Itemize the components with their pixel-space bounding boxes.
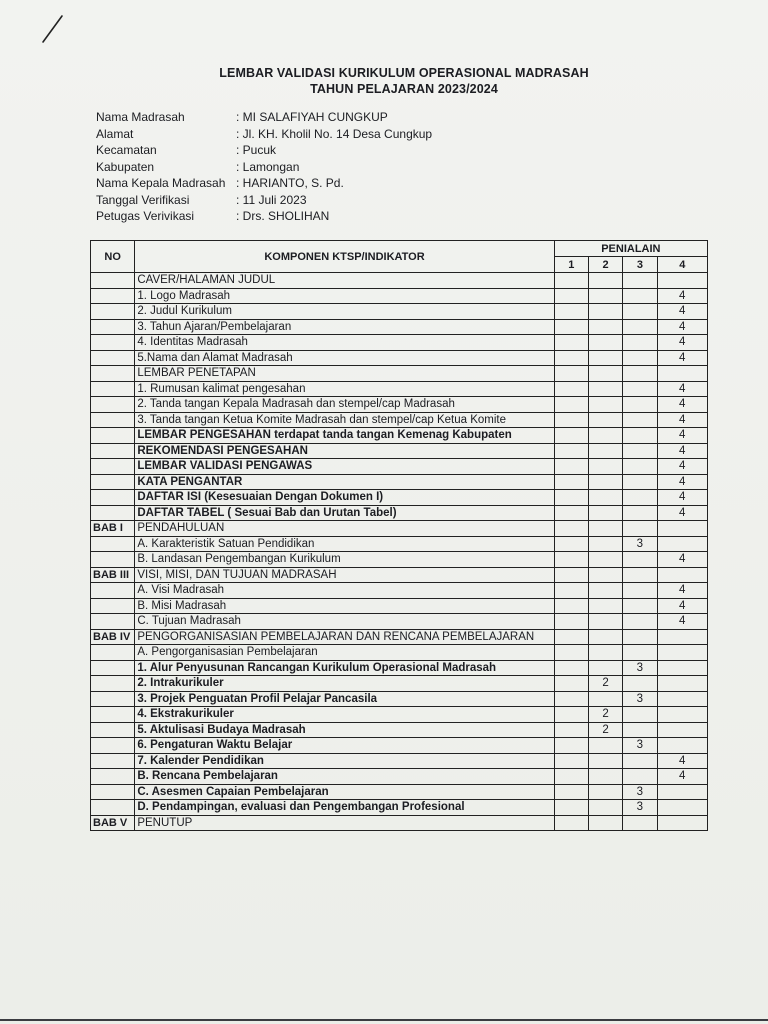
score-cell-1	[554, 443, 588, 459]
score-cell-1	[554, 552, 588, 568]
info-row	[96, 143, 432, 160]
identity-info-block	[96, 110, 432, 226]
score-cell-3	[623, 552, 657, 568]
row-component: 2. Tanda tangan Kepala Madrasah dan stempel/cap Madrasah	[135, 397, 554, 413]
score-cell-2	[588, 784, 622, 800]
score-cell-4: 4	[657, 412, 707, 428]
table-row	[91, 815, 708, 831]
row-component: LEMBAR PENETAPAN	[135, 366, 554, 382]
table-row	[91, 412, 708, 428]
info-label: Alamat	[96, 126, 134, 141]
row-no	[91, 304, 135, 320]
score-cell-2	[588, 660, 622, 676]
row-no	[91, 676, 135, 692]
score-cell-1	[554, 753, 588, 769]
score-cell-1	[554, 521, 588, 537]
row-component: B. Landasan Pengembangan Kurikulum	[135, 552, 554, 568]
score-cell-3	[623, 412, 657, 428]
score-cell-1	[554, 598, 588, 614]
score-cell-3	[623, 614, 657, 630]
score-cell-4	[657, 521, 707, 537]
info-label: Nama Kepala Madrasah	[96, 176, 226, 190]
row-component: 3. Tahun Ajaran/Pembelajaran	[135, 319, 554, 335]
header-penilaian: PENIALAIN	[554, 241, 707, 257]
row-no	[91, 738, 135, 754]
header-score-3: 3	[623, 257, 657, 273]
score-cell-1	[554, 474, 588, 490]
score-cell-3	[623, 629, 657, 645]
score-cell-3	[623, 753, 657, 769]
score-cell-1	[554, 350, 588, 366]
score-cell-2: 2	[588, 707, 622, 723]
score-cell-4: 4	[657, 397, 707, 413]
score-cell-3	[623, 505, 657, 521]
row-no	[91, 443, 135, 459]
score-cell-4	[657, 676, 707, 692]
score-cell-1	[554, 583, 588, 599]
score-cell-4	[657, 645, 707, 661]
pen-stroke-mark	[40, 14, 66, 44]
row-no	[91, 381, 135, 397]
row-component: A. Pengorganisasian Pembelajaran	[135, 645, 554, 661]
score-cell-4: 4	[657, 304, 707, 320]
score-cell-2	[588, 474, 622, 490]
score-cell-2	[588, 521, 622, 537]
row-component: A. Karakteristik Satuan Pendidikan	[135, 536, 554, 552]
score-cell-1	[554, 412, 588, 428]
score-cell-3	[623, 304, 657, 320]
info-row	[96, 176, 432, 193]
score-cell-2	[588, 614, 622, 630]
row-component: 1. Alur Penyusunan Rancangan Kurikulum Operasional Madrasah	[135, 660, 554, 676]
document-subtitle: TAHUN PELAJARAN 2023/2024	[310, 82, 498, 96]
score-cell-1	[554, 784, 588, 800]
score-cell-1	[554, 691, 588, 707]
row-no	[91, 288, 135, 304]
score-cell-3	[623, 707, 657, 723]
info-label: Petugas Verivikasi	[96, 209, 195, 223]
score-cell-2	[588, 629, 622, 645]
info-row	[96, 209, 432, 226]
score-cell-4: 4	[657, 443, 707, 459]
score-cell-1	[554, 536, 588, 552]
score-cell-3	[623, 350, 657, 366]
info-row	[96, 127, 432, 144]
info-row	[96, 160, 432, 177]
score-cell-4: 4	[657, 505, 707, 521]
score-cell-3	[623, 722, 657, 738]
score-cell-2	[588, 583, 622, 599]
score-cell-2	[588, 428, 622, 444]
row-no	[91, 583, 135, 599]
score-cell-2	[588, 273, 622, 289]
score-cell-3	[623, 459, 657, 475]
row-no	[91, 366, 135, 382]
row-component: 2. Judul Kurikulum	[135, 304, 554, 320]
row-component: 7. Kalender Pendidikan	[135, 753, 554, 769]
score-cell-4: 4	[657, 552, 707, 568]
score-cell-3	[623, 319, 657, 335]
score-cell-2	[588, 443, 622, 459]
score-cell-3	[623, 583, 657, 599]
score-cell-3	[623, 397, 657, 413]
row-component: CAVER/HALAMAN JUDUL	[135, 273, 554, 289]
score-cell-1	[554, 366, 588, 382]
score-cell-1	[554, 459, 588, 475]
score-cell-3	[623, 335, 657, 351]
score-cell-1	[554, 660, 588, 676]
table-row	[91, 319, 708, 335]
table-row	[91, 397, 708, 413]
info-value: : Jl. KH. Kholil No. 14 Desa Cungkup	[236, 126, 433, 141]
info-value: : Lamongan	[236, 159, 300, 174]
table-row	[91, 738, 708, 754]
score-cell-1	[554, 676, 588, 692]
score-cell-3	[623, 645, 657, 661]
row-component: KATA PENGANTAR	[135, 474, 554, 490]
page-edge-line	[0, 1019, 768, 1021]
score-cell-2	[588, 598, 622, 614]
score-cell-1	[554, 335, 588, 351]
row-component: DAFTAR TABEL ( Sesuai Bab dan Urutan Tabel)	[135, 505, 554, 521]
score-cell-1	[554, 505, 588, 521]
row-no: BAB V	[91, 815, 135, 831]
score-cell-4: 4	[657, 769, 707, 785]
row-no	[91, 552, 135, 568]
table-row	[91, 676, 708, 692]
score-cell-3	[623, 474, 657, 490]
info-value: : 11 Juli 2023	[236, 192, 307, 207]
score-cell-2	[588, 800, 622, 816]
row-component: 1. Logo Madrasah	[135, 288, 554, 304]
score-cell-4: 4	[657, 335, 707, 351]
row-component: 5.Nama dan Alamat Madrasah	[135, 350, 554, 366]
score-cell-4	[657, 273, 707, 289]
score-cell-3: 3	[623, 738, 657, 754]
score-cell-3	[623, 366, 657, 382]
score-cell-2	[588, 412, 622, 428]
score-cell-4	[657, 536, 707, 552]
row-component: 4. Ekstrakurikuler	[135, 707, 554, 723]
table-row	[91, 366, 708, 382]
score-cell-1	[554, 722, 588, 738]
score-cell-3	[623, 490, 657, 506]
score-cell-2	[588, 552, 622, 568]
score-cell-2	[588, 769, 622, 785]
table-row	[91, 490, 708, 506]
row-no	[91, 660, 135, 676]
score-cell-1	[554, 288, 588, 304]
score-cell-4	[657, 800, 707, 816]
table-header	[91, 241, 708, 273]
row-no	[91, 412, 135, 428]
score-cell-2	[588, 738, 622, 754]
row-no	[91, 474, 135, 490]
score-cell-2	[588, 319, 622, 335]
row-component: 5. Aktulisasi Budaya Madrasah	[135, 722, 554, 738]
row-component: D. Pendampingan, evaluasi dan Pengembangan Profesional	[135, 800, 554, 816]
table-row	[91, 769, 708, 785]
score-cell-3: 3	[623, 800, 657, 816]
score-cell-2	[588, 288, 622, 304]
score-cell-3	[623, 288, 657, 304]
table-row	[91, 474, 708, 490]
table-row	[91, 552, 708, 568]
score-cell-4	[657, 738, 707, 754]
table-row	[91, 350, 708, 366]
header-no: NO	[91, 241, 135, 273]
row-no	[91, 350, 135, 366]
row-no	[91, 722, 135, 738]
score-cell-2: 2	[588, 722, 622, 738]
score-cell-2	[588, 505, 622, 521]
score-cell-1	[554, 304, 588, 320]
info-label: Kecamatan	[96, 143, 157, 157]
table-row	[91, 459, 708, 475]
score-cell-4	[657, 784, 707, 800]
row-component: PENGORGANISASIAN PEMBELAJARAN DAN RENCANA PEMBELAJARAN	[135, 629, 554, 645]
score-cell-3: 3	[623, 536, 657, 552]
score-cell-4: 4	[657, 428, 707, 444]
table-row	[91, 536, 708, 552]
info-label: Tanggal Verifikasi	[96, 192, 190, 207]
row-component: B. Misi Madrasah	[135, 598, 554, 614]
info-label: Kabupaten	[96, 159, 155, 174]
score-cell-1	[554, 614, 588, 630]
score-cell-3: 3	[623, 691, 657, 707]
validation-table	[90, 240, 708, 831]
score-cell-4	[657, 629, 707, 645]
table-row	[91, 381, 708, 397]
row-component: 1. Rumusan kalimat pengesahan	[135, 381, 554, 397]
score-cell-4: 4	[657, 381, 707, 397]
table-row	[91, 428, 708, 444]
info-value: : Drs. SHOLIHAN	[236, 209, 330, 223]
score-cell-1	[554, 738, 588, 754]
table-row	[91, 583, 708, 599]
score-cell-1	[554, 629, 588, 645]
score-cell-2	[588, 815, 622, 831]
row-no	[91, 428, 135, 444]
score-cell-1	[554, 490, 588, 506]
row-component: B. Rencana Pembelajaran	[135, 769, 554, 785]
table-row	[91, 691, 708, 707]
score-cell-2	[588, 350, 622, 366]
score-cell-2	[588, 397, 622, 413]
score-cell-3	[623, 381, 657, 397]
info-value: : HARIANTO, S. Pd.	[236, 176, 344, 190]
score-cell-3	[623, 521, 657, 537]
score-cell-1	[554, 707, 588, 723]
table-row	[91, 800, 708, 816]
row-no	[91, 273, 135, 289]
score-cell-4	[657, 707, 707, 723]
row-no	[91, 707, 135, 723]
score-cell-1	[554, 800, 588, 816]
row-no	[91, 459, 135, 475]
info-value: : MI SALAFIYAH CUNGKUP	[236, 110, 388, 124]
table-row	[91, 521, 708, 537]
row-component: C. Asesmen Capaian Pembelajaran	[135, 784, 554, 800]
header-komponen: KOMPONEN KTSP/INDIKATOR	[135, 241, 554, 273]
row-no	[91, 598, 135, 614]
score-cell-4: 4	[657, 319, 707, 335]
score-cell-2	[588, 381, 622, 397]
table-row	[91, 722, 708, 738]
score-cell-4: 4	[657, 350, 707, 366]
row-no	[91, 784, 135, 800]
score-cell-3	[623, 598, 657, 614]
score-cell-1	[554, 273, 588, 289]
table-row	[91, 784, 708, 800]
score-cell-3: 3	[623, 784, 657, 800]
table-row	[91, 443, 708, 459]
table-row	[91, 335, 708, 351]
table-row	[91, 505, 708, 521]
row-no: BAB IV	[91, 629, 135, 645]
row-component: PENDAHULUAN	[135, 521, 554, 537]
row-no	[91, 614, 135, 630]
score-cell-1	[554, 381, 588, 397]
score-cell-2	[588, 366, 622, 382]
score-cell-2	[588, 304, 622, 320]
row-no	[91, 505, 135, 521]
table-row	[91, 645, 708, 661]
score-cell-4: 4	[657, 490, 707, 506]
table-row	[91, 567, 708, 583]
row-no	[91, 335, 135, 351]
row-no	[91, 769, 135, 785]
row-component: 3. Projek Penguatan Profil Pelajar Pancasila	[135, 691, 554, 707]
row-no	[91, 319, 135, 335]
table-body	[91, 273, 708, 831]
header-score-2: 2	[588, 257, 622, 273]
score-cell-4	[657, 567, 707, 583]
row-component: DAFTAR ISI (Kesesuaian Dengan Dokumen I)	[135, 490, 554, 506]
info-value: : Pucuk	[236, 143, 277, 157]
row-component: 2. Intrakurikuler	[135, 676, 554, 692]
score-cell-4: 4	[657, 614, 707, 630]
score-cell-1	[554, 397, 588, 413]
info-row	[96, 110, 432, 127]
row-component: REKOMENDASI PENGESAHAN	[135, 443, 554, 459]
table-row	[91, 629, 708, 645]
row-no	[91, 490, 135, 506]
table-row	[91, 707, 708, 723]
score-cell-2	[588, 490, 622, 506]
table-row	[91, 288, 708, 304]
table-row	[91, 614, 708, 630]
score-cell-4	[657, 691, 707, 707]
row-component: 3. Tanda tangan Ketua Komite Madrasah dan stempel/cap Ketua Komite	[135, 412, 554, 428]
score-cell-1	[554, 815, 588, 831]
row-component: 6. Pengaturan Waktu Belajar	[135, 738, 554, 754]
document-title: LEMBAR VALIDASI KURIKULUM OPERASIONAL MADRASAH	[219, 66, 589, 80]
score-cell-2	[588, 459, 622, 475]
row-component: VISI, MISI, DAN TUJUAN MADRASAH	[135, 567, 554, 583]
score-cell-3	[623, 273, 657, 289]
table-row	[91, 598, 708, 614]
score-cell-4: 4	[657, 288, 707, 304]
score-cell-2	[588, 335, 622, 351]
table-row	[91, 304, 708, 320]
header-score-1: 1	[554, 257, 588, 273]
row-component: A. Visi Madrasah	[135, 583, 554, 599]
score-cell-3	[623, 769, 657, 785]
row-no	[91, 397, 135, 413]
header-score-4: 4	[657, 257, 707, 273]
score-cell-1	[554, 319, 588, 335]
score-cell-2	[588, 645, 622, 661]
score-cell-2	[588, 567, 622, 583]
row-no	[91, 536, 135, 552]
score-cell-2	[588, 536, 622, 552]
row-component: PENUTUP	[135, 815, 554, 831]
score-cell-2	[588, 691, 622, 707]
score-cell-3	[623, 815, 657, 831]
row-no	[91, 753, 135, 769]
score-cell-4	[657, 660, 707, 676]
score-cell-4: 4	[657, 753, 707, 769]
score-cell-1	[554, 428, 588, 444]
score-cell-4	[657, 815, 707, 831]
row-no	[91, 691, 135, 707]
score-cell-3	[623, 428, 657, 444]
score-cell-3	[623, 567, 657, 583]
row-component: C. Tujuan Madrasah	[135, 614, 554, 630]
row-no	[91, 645, 135, 661]
score-cell-3: 3	[623, 660, 657, 676]
score-cell-3	[623, 676, 657, 692]
score-cell-1	[554, 645, 588, 661]
table-row	[91, 753, 708, 769]
row-no: BAB III	[91, 567, 135, 583]
row-component: LEMBAR PENGESAHAN terdapat tanda tangan Kemenag Kabupaten	[135, 428, 554, 444]
score-cell-4	[657, 722, 707, 738]
row-component: 4. Identitas Madrasah	[135, 335, 554, 351]
row-no: BAB I	[91, 521, 135, 537]
row-component: LEMBAR VALIDASI PENGAWAS	[135, 459, 554, 475]
table-row	[91, 660, 708, 676]
score-cell-4: 4	[657, 598, 707, 614]
info-row	[96, 193, 432, 210]
score-cell-2	[588, 753, 622, 769]
score-cell-2: 2	[588, 676, 622, 692]
score-cell-4	[657, 366, 707, 382]
score-cell-4: 4	[657, 583, 707, 599]
score-cell-4: 4	[657, 474, 707, 490]
table-row	[91, 273, 708, 289]
info-label: Nama Madrasah	[96, 110, 185, 124]
score-cell-1	[554, 567, 588, 583]
score-cell-1	[554, 769, 588, 785]
row-no	[91, 800, 135, 816]
score-cell-3	[623, 443, 657, 459]
score-cell-4: 4	[657, 459, 707, 475]
